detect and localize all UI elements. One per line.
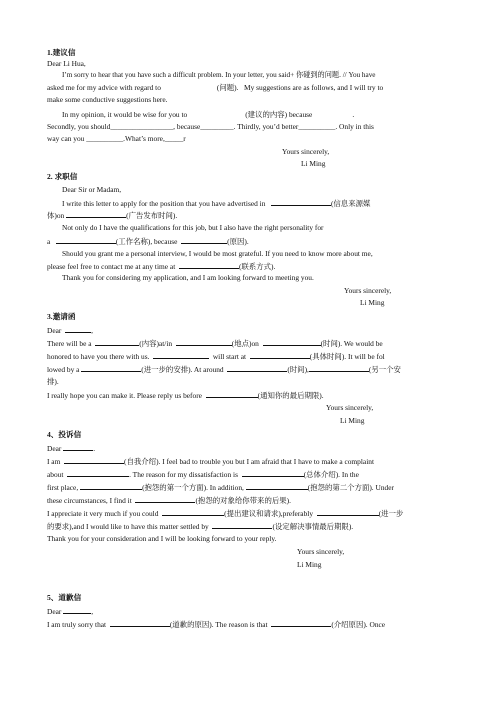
blank-line[interactable] — [246, 482, 308, 490]
s3-text: (时间). We would be — [320, 339, 383, 348]
s2-line: Thank you for considering my application, and I am looking forward to meeting you. — [62, 273, 314, 282]
s4-closing: Yours sincerely, — [297, 547, 345, 556]
s3-text: (内容)at/in — [139, 339, 173, 348]
s2-text: (信息来源媒 — [330, 199, 371, 208]
s4-text: 的要求),and I would like to have this matter settled by — [47, 522, 209, 531]
blank-line[interactable] — [65, 325, 91, 333]
s2-greeting: Dear Sir or Madam, — [62, 185, 122, 194]
s4-line — [47, 521, 353, 531]
section-2-title: 2. 求职信 — [47, 172, 78, 181]
blank-line[interactable] — [66, 210, 126, 218]
s2-signature: Li Ming — [360, 298, 385, 307]
s4-line — [47, 482, 394, 492]
s3-text: (时间), — [287, 365, 309, 374]
s4-text: (自我介绍). I feel bad to trouble you but I am afraid that I have to make a complaint — [124, 457, 375, 466]
s4-line — [47, 495, 291, 505]
section-1-title: 1.建议信 — [47, 48, 76, 57]
s2-closing: Yours sincerely, — [344, 286, 392, 295]
blank-line[interactable] — [81, 364, 141, 372]
s3-text: honored to have you there with us. — [47, 352, 150, 361]
s4-text: first place, — [47, 483, 79, 492]
s1-text: (建议的内容) because — [245, 110, 313, 119]
s1-closing: Yours sincerely, — [282, 147, 330, 156]
s3-line — [47, 390, 324, 400]
s4-text: (提出建议和请求),preferably — [224, 509, 314, 518]
s2-text: (广告发布时间). — [126, 211, 178, 220]
s4-greeting: Dear . — [47, 444, 96, 453]
blank-line[interactable] — [181, 236, 227, 244]
blank-line[interactable] — [67, 469, 129, 477]
s1-paragraph-line: way can you __________.What’s more,_____r — [47, 134, 186, 143]
s2-line — [47, 236, 249, 246]
s2-line: Not only do I have the qualifications for this job, but I also have the right personality for — [62, 223, 324, 232]
s4-text: Dear — [47, 444, 62, 453]
s3-text: (进一步的安排). At around — [141, 365, 224, 374]
section-4-title: 4、投诉信 — [47, 430, 82, 439]
blank-line[interactable] — [63, 443, 93, 451]
s4-text: (进一步 — [378, 509, 404, 518]
section-3-title: 3.邀请函 — [47, 312, 76, 321]
s4-text: (总体介绍). In the — [303, 470, 359, 479]
blank-line[interactable] — [56, 236, 116, 244]
s4-line: Thank you for your consideration and I will be looking forward to your reply. — [47, 534, 277, 543]
s1-paragraph-line: Secondly, you should_________________, because_________. Thirdly, you’d better__________. Only in this — [47, 122, 374, 131]
blank-line[interactable] — [309, 364, 369, 372]
s2-text: (工作名称), because — [115, 237, 178, 246]
s3-text: I really hope you can make it. Please reply us before — [47, 391, 202, 400]
blank-line[interactable] — [250, 351, 310, 359]
blank-line[interactable] — [271, 198, 331, 206]
s4-text: about — [47, 470, 64, 479]
blank-line[interactable] — [271, 619, 331, 627]
s1-text: asked me for my advice with regard to — [47, 83, 161, 92]
s1-paragraph-line: In my opinion, it would be wise for you to (建议的内容) because . — [62, 110, 355, 119]
s1-greeting: Dear Li Hua, — [47, 59, 86, 68]
s4-line — [47, 508, 403, 518]
s4-line — [47, 469, 359, 479]
blank-line[interactable] — [95, 338, 139, 346]
s3-text: There will be a — [47, 339, 92, 348]
blank-line[interactable] — [176, 338, 232, 346]
blank-line[interactable] — [263, 338, 321, 346]
s2-text: 体)on — [47, 211, 65, 220]
s5-line — [47, 619, 385, 629]
s5-text: I am truly sorry that — [47, 620, 107, 629]
blank-line[interactable] — [110, 619, 170, 627]
s5-greeting: Dear , — [47, 607, 94, 616]
s4-text: (抱怨的对象给你带来的后果). — [195, 496, 291, 505]
s4-line — [47, 456, 374, 466]
s3-closing: Yours sincerely, — [326, 403, 374, 412]
s5-text: Dear — [47, 607, 62, 616]
s3-text: (具体时间). It will be fol — [309, 352, 385, 361]
s1-paragraph-line: I’m sorry to hear that you have such a difficult problem. In your letter, you said+ 你碰到的问题. // You have — [62, 71, 376, 79]
s5-text: (介绍原因). Once — [331, 620, 386, 629]
blank-line[interactable] — [153, 351, 209, 359]
s4-signature: Li Ming — [297, 560, 322, 569]
blank-line[interactable] — [80, 482, 142, 490]
s5-text: (道歉的原因). The reason is that — [169, 620, 268, 629]
s2-line — [62, 198, 370, 208]
blank-line[interactable] — [212, 521, 272, 529]
s3-signature: Li Ming — [340, 416, 365, 425]
s4-text: (设定解决事情最后期限). — [272, 522, 354, 531]
s4-text: I am — [47, 457, 61, 466]
s3-line: 排). — [47, 377, 59, 386]
blank-line[interactable] — [242, 469, 304, 477]
blank-line[interactable] — [162, 508, 224, 516]
blank-line[interactable] — [64, 456, 124, 464]
s3-greeting: Dear , — [47, 326, 93, 335]
blank-line[interactable] — [179, 261, 239, 269]
s3-text: (通知你的最后期限). — [257, 391, 324, 400]
s3-text: Dear — [47, 326, 62, 335]
s3-line — [47, 364, 401, 374]
s1-text: (问题). — [216, 83, 239, 92]
s3-text: (另一个安 — [368, 365, 401, 374]
s3-line — [47, 338, 383, 348]
s2-text: a — [47, 237, 51, 246]
s1-paragraph-line: make some conductive suggestions here. — [47, 95, 168, 104]
s2-text: I write this letter to apply for the position that you have advertised in — [62, 199, 266, 208]
s1-text: My suggestions are as follows, and I will try to — [244, 83, 384, 92]
s3-text: will start at — [212, 352, 247, 361]
s2-line: Should you grant me a personal interview, I would be most grateful. If you need to know more about me, — [62, 249, 373, 258]
s4-text: I appreciate it very much if you could — [47, 509, 159, 518]
s2-text: (原因). — [227, 237, 249, 246]
blank-line[interactable] — [63, 606, 91, 614]
s4-text: (抱怨的第一个方面). In addition, — [142, 483, 244, 492]
s4-text: (抱怨的第二个方面). Under — [307, 483, 394, 492]
s4-text: . The reason for my dissatisfaction is — [129, 470, 238, 479]
s2-text: please feel free to contact me at any time at — [47, 262, 176, 271]
s4-text: these circumstances, I find it — [47, 496, 132, 505]
s2-line — [47, 261, 275, 271]
blank-line[interactable] — [227, 364, 287, 372]
section-5-title: 5、道歉信 — [47, 593, 82, 602]
s1-paragraph-line — [47, 83, 383, 92]
blank-line[interactable] — [317, 508, 379, 516]
blank-line[interactable] — [135, 495, 195, 503]
s3-line — [47, 351, 385, 361]
s2-text: (联系方式). — [238, 262, 276, 271]
s3-text: (地点)on — [231, 339, 259, 348]
blank-line[interactable] — [206, 390, 258, 398]
s1-signature: Li Ming — [301, 159, 326, 168]
s3-text: lowed by a — [47, 365, 80, 374]
s1-text: In my opinion, it would be wise for you to — [62, 110, 188, 119]
s2-line — [47, 210, 177, 220]
